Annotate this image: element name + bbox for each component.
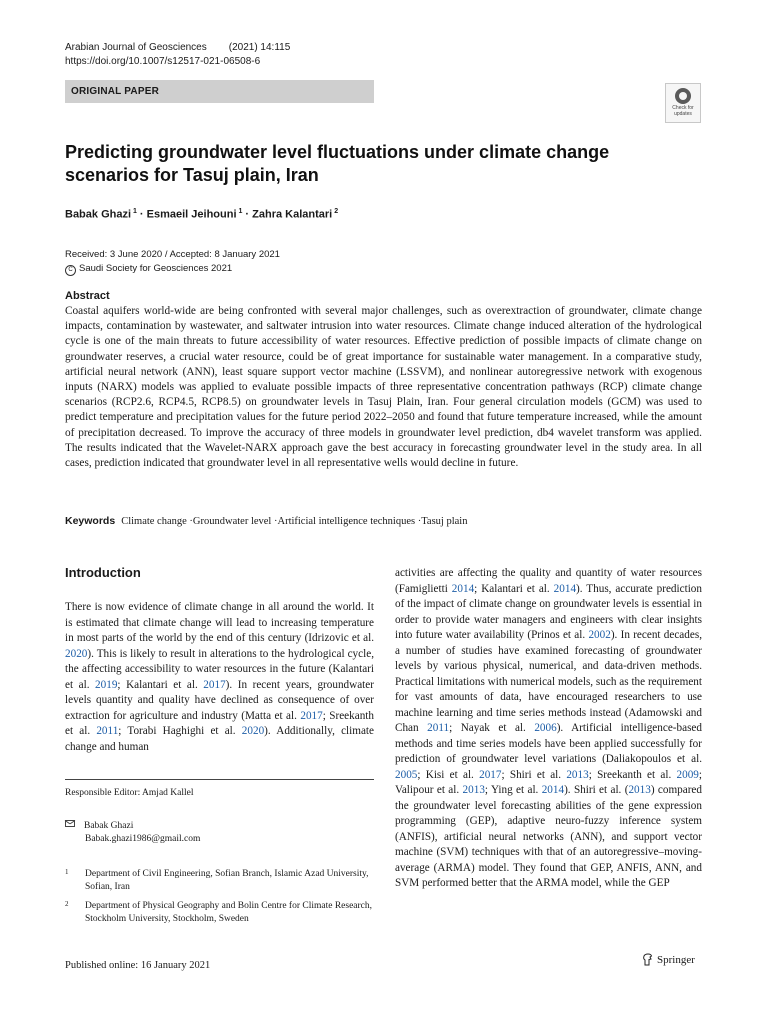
author-affiliation-mark: 2	[332, 208, 339, 215]
abstract-heading: Abstract	[65, 290, 110, 302]
published-online: Published online: 16 January 2021	[65, 960, 211, 971]
citation-link[interactable]: 2011	[96, 725, 119, 737]
author-affiliation-mark: 1	[236, 208, 243, 215]
citation-link[interactable]: 2002	[588, 629, 611, 641]
journal-issue: (2021) 14:115	[228, 42, 291, 53]
author-name[interactable]: Esmaeil Jeihouni	[146, 208, 237, 221]
footnote-divider	[65, 779, 374, 780]
keyword: Climate change	[121, 516, 187, 527]
corresponding-name: Babak Ghazi	[84, 821, 134, 831]
citation-link[interactable]: 2017	[479, 768, 502, 781]
journal-name: Arabian Journal of Geosciences	[65, 42, 207, 53]
citation-link[interactable]: 2009	[676, 768, 699, 781]
keyword: · Artificial intelligence techniques	[271, 516, 415, 527]
citation-link[interactable]: 2005	[395, 768, 418, 781]
citation-link[interactable]: 2014	[451, 582, 475, 595]
citation-link[interactable]: 2006	[534, 722, 557, 734]
corresponding-author	[65, 820, 200, 845]
keyword: · Tasuj plain	[415, 516, 467, 527]
affiliation-1: 1 Department of Civil Engineering, Sofian Branch, Islamic Azad University, Sofian, Iran	[65, 868, 369, 892]
copyright-holder: Saudi Society for Geosciences 2021	[79, 263, 233, 274]
author-separator: ·	[242, 208, 253, 221]
responsible-editor: Responsible Editor: Amjad Kallel	[65, 788, 194, 798]
corresponding-email[interactable]: Babak.ghazi1986@gmail.com	[85, 833, 201, 844]
springer-horse-icon	[642, 953, 653, 969]
citation-link[interactable]: 2014	[541, 784, 565, 796]
citation-link[interactable]: 2013	[462, 784, 485, 796]
author-separator: ·	[136, 208, 147, 221]
keywords	[65, 515, 467, 527]
citation-link[interactable]: 2020	[241, 725, 265, 737]
author-name[interactable]: Zahra Kalantari	[252, 208, 333, 221]
citation-link[interactable]: 2013	[566, 768, 589, 781]
article-dates	[65, 248, 280, 276]
affiliation-2: 2 Department of Physical Geography and Bolin Centre for Climate Research, Stockholm University, Stockholm, Sweden	[65, 900, 373, 924]
citation-link[interactable]: 2011	[427, 722, 450, 734]
citation-link[interactable]: 2013	[628, 784, 651, 796]
check-for-updates-badge[interactable]: Check for updates	[665, 83, 701, 123]
publisher-logo	[642, 953, 695, 969]
citation-link[interactable]: 2017	[203, 678, 226, 691]
author-name[interactable]: Babak Ghazi	[65, 208, 132, 221]
citation-link[interactable]: 2020	[65, 647, 88, 660]
received-accepted: Received: 3 June 2020 / Accepted: 8 January 2021	[65, 249, 280, 260]
envelope-icon	[65, 820, 75, 827]
citation-link[interactable]: 2019	[95, 678, 118, 691]
check-updates-icon	[675, 88, 691, 104]
citation-link[interactable]: 2017	[300, 709, 323, 722]
author-list	[65, 208, 338, 221]
copyright-icon: C	[65, 265, 76, 276]
author-affiliation-mark: 1	[131, 208, 137, 215]
keyword: · Groundwater level	[187, 516, 272, 527]
introduction-left-column: There is now evidence of climate change in all around the world. It is estimated that climate change will lead to increasing temperature in most parts of the world by the end of this century (Idrizovic et al. 2020). This is likely to result in alterations to the hydrological cycle, the affecting accessibility to water resources in the future (Kalantari et al. 2019; Kalantari et al. 2017). In recent years, groundwater levels quantity and quality have declined as consequence of over extraction for agriculture and industry (Matta et al. 2017; Sreekanth et al. 2011; Torabi Haghighi et al. 2020). Additionally, climate change and human	[65, 601, 374, 753]
introduction-heading: Introduction	[65, 565, 141, 580]
publisher-name: Springer	[657, 954, 695, 966]
doi-link[interactable]: https://doi.org/10.1007/s12517-021-06508-6	[65, 56, 261, 67]
journal-header	[65, 41, 290, 69]
keywords-label: Keywords	[65, 515, 116, 527]
section-banner: ORIGINAL PAPER	[65, 80, 374, 103]
introduction-right-column: activities are affecting the quality and quantity of water resources (Famiglietti 2014; Kalantari et al. 2014). Thus, accurate prediction of the impact of climate change on groundwater levels is essential in order to provide water managers and engineers with clear insights into future water availability (Prinos et al. 2002). In recent decades, a number of studies have examined forecasting of groundwater levels by various physical, numerical, and data-driven methods. Practical limitations with numerical models, such as the requirement for vast amounts of data, have encouraged researchers to use machine learning and time series methods instead (Adamowski and Chan 2011; Nayak et al. 2006). Artificial intelligence-based methods and time series models have been applied successfully for prediction of groundwater level variations (Daliakopoulos et al. 2005; Kisi et al. 2017; Shiri et al. 2013; Sreekanth et al. 2009; Valipour et al. 2013; Ying et al. 2014). Shiri et al. (2013) compared the groundwater level forecasting abilities of the gene expression programming (GEP), adaptive neuro-fuzzy inference system (ANFIS), artificial neural networks (ANN), and support vector machine (SVM) techniques with that of an autoregressive–moving-average (ARMA) model. They found that GEP, ANFIS, ANN, and SVM performed better that the ARMA model, while the GEP	[395, 567, 702, 889]
citation-link[interactable]: 2014	[553, 582, 577, 595]
article-title: Predicting groundwater level fluctuations under climate change scenarios for Tasuj plain, Iran	[65, 142, 610, 185]
abstract-text: Coastal aquifers world-wide are being confronted with several major challenges, such as overextraction of groundwater, climate change impacts, contamination by wastewater, and saltwater intrusion into water resources. Climate change induced alteration of the hydrological cycle is one of the main threats to future accessibility of water resources. Effective prediction of possible impacts of climate change on groundwater reserves, a crucial water resource, could be of great importance for sustainable water management. In a comparative study, artificial neural network (ANN), least square support vector machine (LSSVM), and nonlinear autoregressive network with exogenous inputs (NARX) models was applied to evaluate possible impacts of three representative concentration pathways (RCP) climate change scenarios (RCP2.6, RCP4.5, RCP8.5) on groundwater levels in Tasuj Plain, Iran. Four general circulation models (GCM) was used to predict temperature and precipitation values for the future period 2022–2050 and found that future temperature increased, while the amount of precipitation decreased. To improve the accuracy of three models in groundwater level prediction, db4 wavelet transform was applied. The results indicated that the Wavelet-NARX approach gave the best accuracy in forecasting groundwater level in the study area. In all cases, prediction indicated that groundwater level in all representative wells would decline in future.	[65, 305, 702, 470]
